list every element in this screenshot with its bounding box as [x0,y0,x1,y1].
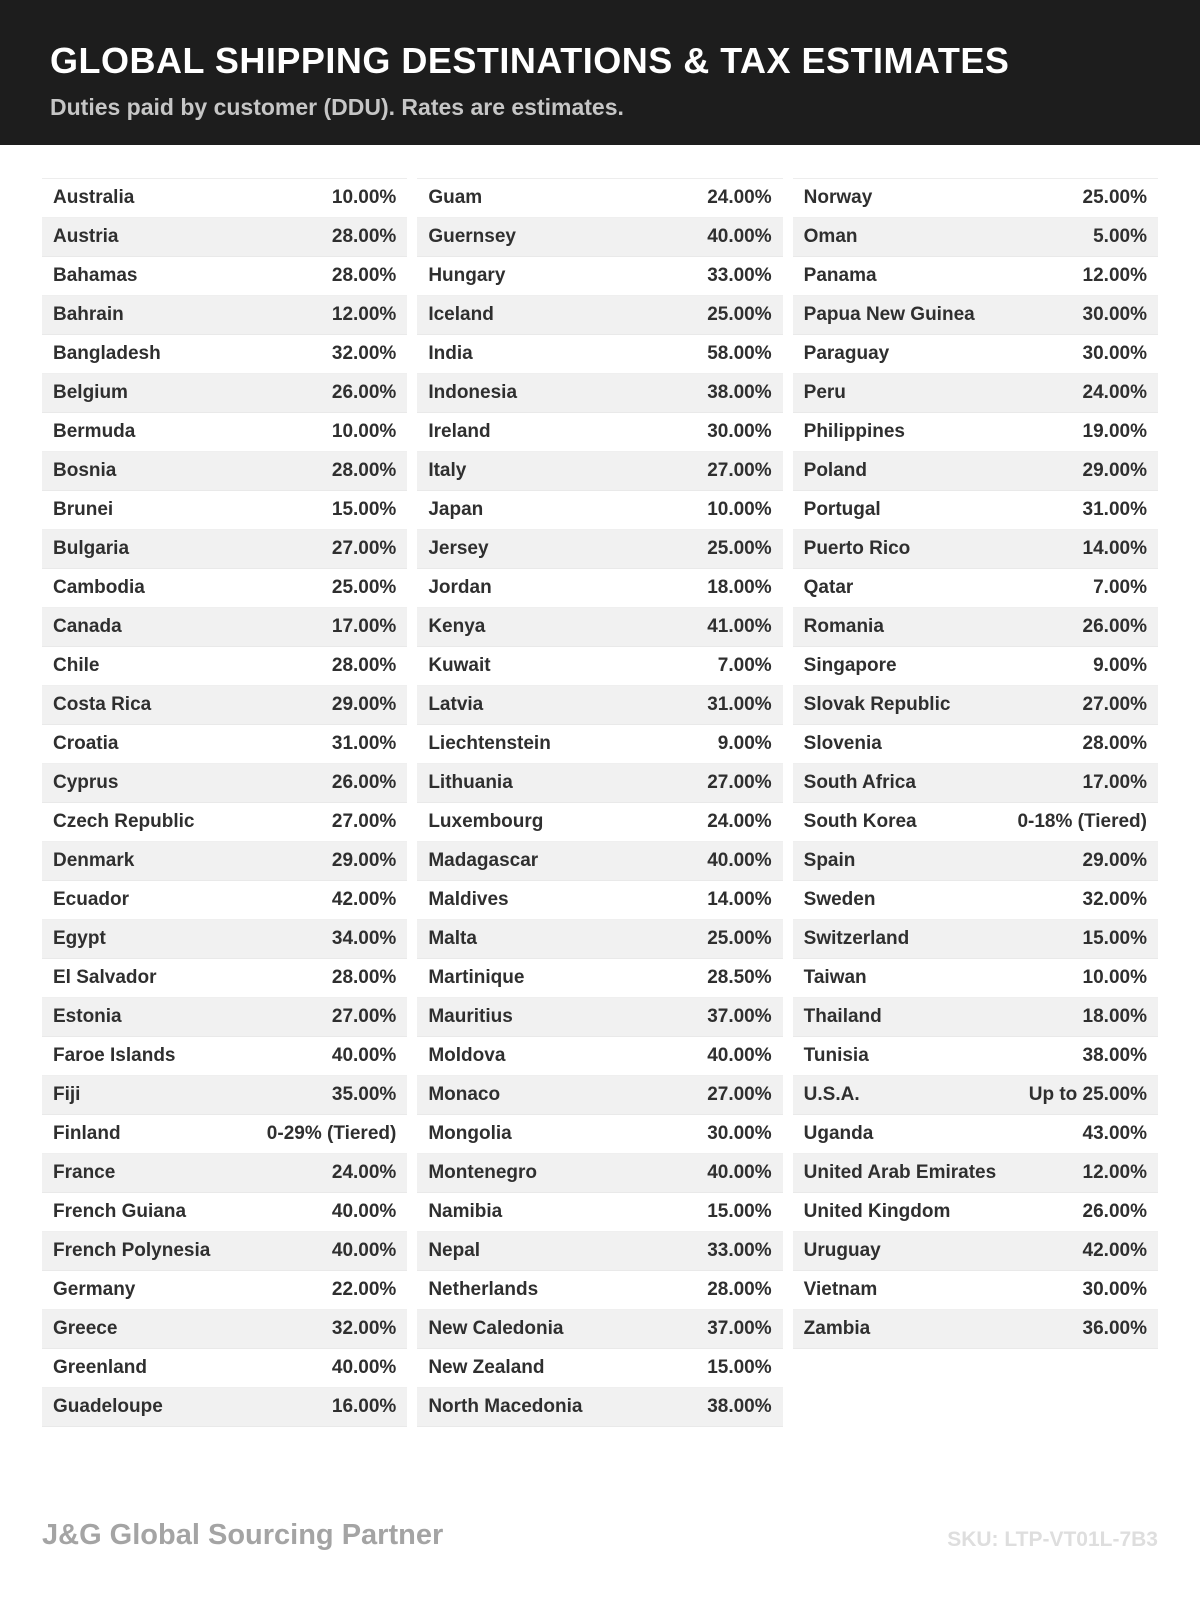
table-row [417,959,782,998]
country-name: Montenegro [428,1162,538,1183]
tax-rate: 29.00% [331,850,397,871]
table-row [793,608,1158,647]
table-row [42,1349,407,1388]
country-name: Ecuador [53,889,130,910]
tax-rate: 40.00% [331,1240,397,1261]
country-name: Uruguay [803,1240,881,1261]
tax-rate: 31.00% [707,694,772,715]
country-name: Faroe Islands [53,1045,176,1066]
tax-rate: 10.00% [1082,967,1147,988]
country-name: Fiji [53,1084,81,1105]
table-row [793,686,1158,725]
table-row [417,413,782,452]
table-row [42,1154,407,1193]
table-row [42,218,407,257]
table-row [42,920,407,959]
country-name: Mongolia [428,1123,512,1144]
country-name: Uganda [803,1123,874,1144]
country-name: Japan [428,499,484,520]
table-row [417,452,782,491]
tax-rate: 28.00% [1082,733,1147,754]
tax-rate: 16.00% [331,1396,397,1417]
country-name: Guam [428,187,483,208]
country-name: Egypt [53,928,106,949]
country-name: Greenland [53,1357,147,1378]
table-row [42,1310,407,1349]
country-name: Maldives [428,889,509,910]
country-name: Thailand [803,1006,882,1027]
table-row [417,881,782,920]
tax-rate: 28.00% [331,967,397,988]
country-name: Austria [53,226,119,247]
country-name: Latvia [428,694,484,715]
tax-rate: 26.00% [331,772,397,793]
table-row [417,1115,782,1154]
tax-rate: 25.00% [707,538,772,559]
country-name: South Africa [803,772,916,793]
tax-rate: 37.00% [707,1318,772,1339]
table-row [793,569,1158,608]
table-row [417,1388,782,1427]
table-row [42,686,407,725]
country-name: France [53,1162,116,1183]
country-name: Iceland [428,304,494,325]
table-row [42,725,407,764]
tax-rate: 38.00% [707,382,772,403]
table-row [417,569,782,608]
country-name: Moldova [428,1045,506,1066]
tax-rate: 18.00% [1082,1006,1147,1027]
table-row [417,257,782,296]
table-row [42,842,407,881]
table-row [793,1232,1158,1271]
country-name: Sweden [803,889,876,910]
table-row [42,569,407,608]
country-name: Mauritius [428,1006,513,1027]
country-name: Italy [428,460,467,481]
tax-rate: 29.00% [331,694,397,715]
table-row [417,296,782,335]
tax-rate: 24.00% [707,811,772,832]
table-row [42,1115,407,1154]
tax-rate: 14.00% [1082,538,1147,559]
tax-rate: 32.00% [331,1318,397,1339]
tax-rate: 15.00% [707,1201,772,1222]
country-name: U.S.A. [803,1084,860,1105]
table-row [793,842,1158,881]
tax-rate: 31.00% [331,733,397,754]
table-row [793,218,1158,257]
tax-rate: 42.00% [1082,1240,1147,1261]
tax-rate: 7.00% [717,655,772,676]
country-name: Cambodia [53,577,145,598]
tax-rate: 40.00% [707,1162,772,1183]
footer [42,1519,1158,1552]
tax-rate: 17.00% [1082,772,1147,793]
table-row [417,1310,782,1349]
country-name: Slovak Republic [803,694,951,715]
table-row [793,1115,1158,1154]
tax-rate: 26.00% [1082,616,1147,637]
table-row [793,920,1158,959]
country-name: Panama [803,265,877,286]
tax-rate: 40.00% [331,1357,397,1378]
country-name: Peru [803,382,846,403]
country-name: Hungary [428,265,506,286]
table-row [42,647,407,686]
country-name: Puerto Rico [803,538,911,559]
tax-rate: 10.00% [707,499,772,520]
table-row [793,881,1158,920]
table-row [793,1271,1158,1310]
country-name: Bosnia [53,460,117,481]
country-name: Canada [53,616,122,637]
table-row [417,842,782,881]
table-row [42,296,407,335]
tax-rate: 10.00% [331,187,397,208]
country-name: North Macedonia [428,1396,583,1417]
table-row [793,452,1158,491]
country-name: Portugal [803,499,881,520]
country-name: Philippines [803,421,906,442]
tax-rate: 37.00% [707,1006,772,1027]
tax-rate: 15.00% [707,1357,772,1378]
header [0,0,1200,145]
table-row [793,179,1158,218]
country-name: Kuwait [428,655,491,676]
table-row [42,959,407,998]
table-row [417,1193,782,1232]
tax-rate: 15.00% [1082,928,1147,949]
tax-rate: 27.00% [331,811,397,832]
tax-rate: 34.00% [331,928,397,949]
table-row [42,1232,407,1271]
table-row [417,608,782,647]
tax-rate: 7.00% [1093,577,1147,598]
table-row [42,764,407,803]
tax-rate: 27.00% [1082,694,1147,715]
table-row [417,335,782,374]
table-row [42,530,407,569]
rates-column-1 [42,178,407,1427]
table-row [793,725,1158,764]
tax-rate: 32.00% [1082,889,1147,910]
tax-rate: 25.00% [1082,187,1147,208]
country-name: Spain [803,850,856,871]
table-row [417,491,782,530]
tax-rate: 12.00% [1082,265,1147,286]
table-row [417,998,782,1037]
tax-rate: 24.00% [1082,382,1147,403]
tax-rate: 58.00% [707,343,772,364]
table-row [42,179,407,218]
tax-rate: Up to 25.00% [1028,1084,1147,1105]
country-name: Cyprus [53,772,119,793]
country-name: Belgium [53,382,128,403]
table-row [42,1037,407,1076]
country-name: Liechtenstein [428,733,551,754]
tax-rate: 9.00% [717,733,772,754]
table-row [417,686,782,725]
country-name: Poland [803,460,867,481]
country-name: Luxembourg [428,811,544,832]
tax-rate: 30.00% [707,1123,772,1144]
tax-rate: 30.00% [1082,304,1147,325]
table-row [42,335,407,374]
country-name: Germany [53,1279,136,1300]
tax-rate: 19.00% [1082,421,1147,442]
tax-rate: 14.00% [707,889,772,910]
table-row [793,257,1158,296]
country-name: Tunisia [803,1045,869,1066]
tax-rate: 10.00% [331,421,397,442]
table-row [417,764,782,803]
tax-rate: 28.00% [331,460,397,481]
country-name: Indonesia [428,382,518,403]
country-name: Papua New Guinea [803,304,975,325]
rates-column-3 [793,178,1158,1427]
country-name: Romania [803,616,884,637]
page-subtitle: Duties paid by customer (DDU). Rates are estimates. [50,94,624,120]
country-name: Australia [53,187,135,208]
tax-rate: 25.00% [707,928,772,949]
tax-rate: 28.00% [331,265,397,286]
table-row [417,1271,782,1310]
tax-rate: 30.00% [1082,1279,1147,1300]
tax-rate: 5.00% [1093,226,1147,247]
country-name: Namibia [428,1201,503,1222]
tax-rate: 26.00% [1082,1201,1147,1222]
table-row [793,1037,1158,1076]
tax-rate: 41.00% [707,616,772,637]
tax-rate: 38.00% [707,1396,772,1417]
tax-rate: 26.00% [331,382,397,403]
country-name: Ireland [428,421,491,442]
table-row [793,959,1158,998]
table-row [793,296,1158,335]
country-name: Chile [53,655,100,676]
table-row [417,374,782,413]
tax-rate: 40.00% [707,1045,772,1066]
tax-rate: 27.00% [707,1084,772,1105]
country-name: Bahamas [53,265,138,286]
country-name: New Zealand [428,1357,545,1378]
table-row [417,647,782,686]
rates-table [0,145,1200,1427]
tax-rate: 24.00% [707,187,772,208]
tax-rate: 32.00% [331,343,397,364]
table-row [793,1310,1158,1349]
tax-rate: 30.00% [1082,343,1147,364]
tax-rate: 27.00% [331,538,397,559]
country-name: Bahrain [53,304,124,325]
page-title: GLOBAL SHIPPING DESTINATIONS & TAX ESTIMATES [50,40,1010,81]
tax-rate: 18.00% [707,577,772,598]
tax-rate: 29.00% [1082,460,1147,481]
table-row [42,257,407,296]
brand-text: J&G Global Sourcing Partner [42,1519,444,1551]
country-name: Singapore [803,655,897,676]
tax-rate: 35.00% [331,1084,397,1105]
table-row [417,530,782,569]
table-row [793,1076,1158,1115]
tax-rate: 40.00% [707,226,772,247]
table-row [793,374,1158,413]
tax-rate: 31.00% [1082,499,1147,520]
tax-rate: 27.00% [707,772,772,793]
country-name: Switzerland [803,928,910,949]
table-row [793,530,1158,569]
country-name: United Arab Emirates [803,1162,997,1183]
country-name: Norway [803,187,873,208]
table-row [793,1154,1158,1193]
country-name: Slovenia [803,733,882,754]
table-row [42,998,407,1037]
table-row [42,881,407,920]
country-name: Estonia [53,1006,122,1027]
table-row [417,1076,782,1115]
tax-rate: 40.00% [331,1045,397,1066]
tax-rate: 25.00% [707,304,772,325]
table-row [417,218,782,257]
tax-rate: 22.00% [331,1279,397,1300]
tax-rate: 17.00% [331,616,397,637]
country-name: New Caledonia [428,1318,564,1339]
tax-rate: 29.00% [1082,850,1147,871]
tax-rate: 43.00% [1082,1123,1147,1144]
tax-rate: 36.00% [1082,1318,1147,1339]
country-name: Lithuania [428,772,513,793]
table-row [42,374,407,413]
country-name: Brunei [53,499,114,520]
table-row [793,998,1158,1037]
country-name: Vietnam [803,1279,878,1300]
table-row [42,452,407,491]
table-row [417,920,782,959]
tax-rate: 28.00% [331,655,397,676]
country-name: Malta [428,928,477,949]
country-name: French Polynesia [53,1240,211,1261]
table-row [42,1388,407,1427]
table-row [42,1271,407,1310]
country-name: Costa Rica [53,694,152,715]
tax-rate: 33.00% [707,1240,772,1261]
country-name: Bangladesh [53,343,161,364]
table-row [417,1154,782,1193]
table-row [417,1037,782,1076]
tax-rate: 12.00% [1082,1162,1147,1183]
sku-text: SKU: LTP-VT01L-7B3 [947,1528,1158,1551]
country-name: Jordan [428,577,492,598]
country-name: Guadeloupe [53,1396,163,1417]
tax-rate: 40.00% [707,850,772,871]
country-name: Finland [53,1123,121,1144]
country-name: French Guiana [53,1201,187,1222]
tax-rate: 9.00% [1093,655,1147,676]
country-name: Netherlands [428,1279,539,1300]
tax-rate: 33.00% [707,265,772,286]
table-row [793,335,1158,374]
table-row [417,725,782,764]
tax-rate: 40.00% [331,1201,397,1222]
table-row [42,803,407,842]
country-name: Monaco [428,1084,501,1105]
country-name: South Korea [803,811,917,832]
country-name: Taiwan [803,967,867,988]
table-row [793,1193,1158,1232]
country-name: India [428,343,473,364]
tax-rate: 0-18% (Tiered) [1017,811,1147,832]
table-row [42,491,407,530]
tax-rate: 28.00% [707,1279,772,1300]
country-name: Qatar [803,577,854,598]
tax-rate: 27.00% [707,460,772,481]
table-row [42,413,407,452]
table-row [417,179,782,218]
country-name: Denmark [53,850,135,871]
table-row [793,647,1158,686]
country-name: El Salvador [53,967,157,988]
table-row [793,413,1158,452]
table-row [42,1193,407,1232]
country-name: Croatia [53,733,119,754]
country-name: Oman [803,226,858,247]
tax-rate: 38.00% [1082,1045,1147,1066]
tax-rate: 27.00% [331,1006,397,1027]
table-row [417,1349,782,1388]
tax-rate: 30.00% [707,421,772,442]
country-name: Guernsey [428,226,516,247]
tax-rate: 28.00% [331,226,397,247]
tax-rate: 0-29% (Tiered) [266,1123,397,1144]
tax-rate: 42.00% [331,889,397,910]
table-row [417,1232,782,1271]
table-row [793,764,1158,803]
country-name: Paraguay [803,343,890,364]
country-name: Nepal [428,1240,481,1261]
country-name: Czech Republic [53,811,195,832]
country-name: Bulgaria [53,538,130,559]
tax-rate: 24.00% [331,1162,397,1183]
table-row [793,803,1158,842]
tax-rate: 28.50% [707,967,772,988]
table-row [793,491,1158,530]
country-name: Jersey [428,538,489,559]
table-row [42,608,407,647]
rates-column-2 [417,178,782,1427]
country-name: Martinique [428,967,525,988]
country-name: United Kingdom [803,1201,951,1222]
table-row [42,1076,407,1115]
country-name: Madagascar [428,850,539,871]
table-row [417,803,782,842]
country-name: Kenya [428,616,486,637]
tax-rate: 25.00% [331,577,397,598]
tax-rate: 15.00% [331,499,397,520]
tax-rate: 12.00% [331,304,397,325]
country-name: Greece [53,1318,118,1339]
country-name: Bermuda [53,421,136,442]
country-name: Zambia [803,1318,871,1339]
